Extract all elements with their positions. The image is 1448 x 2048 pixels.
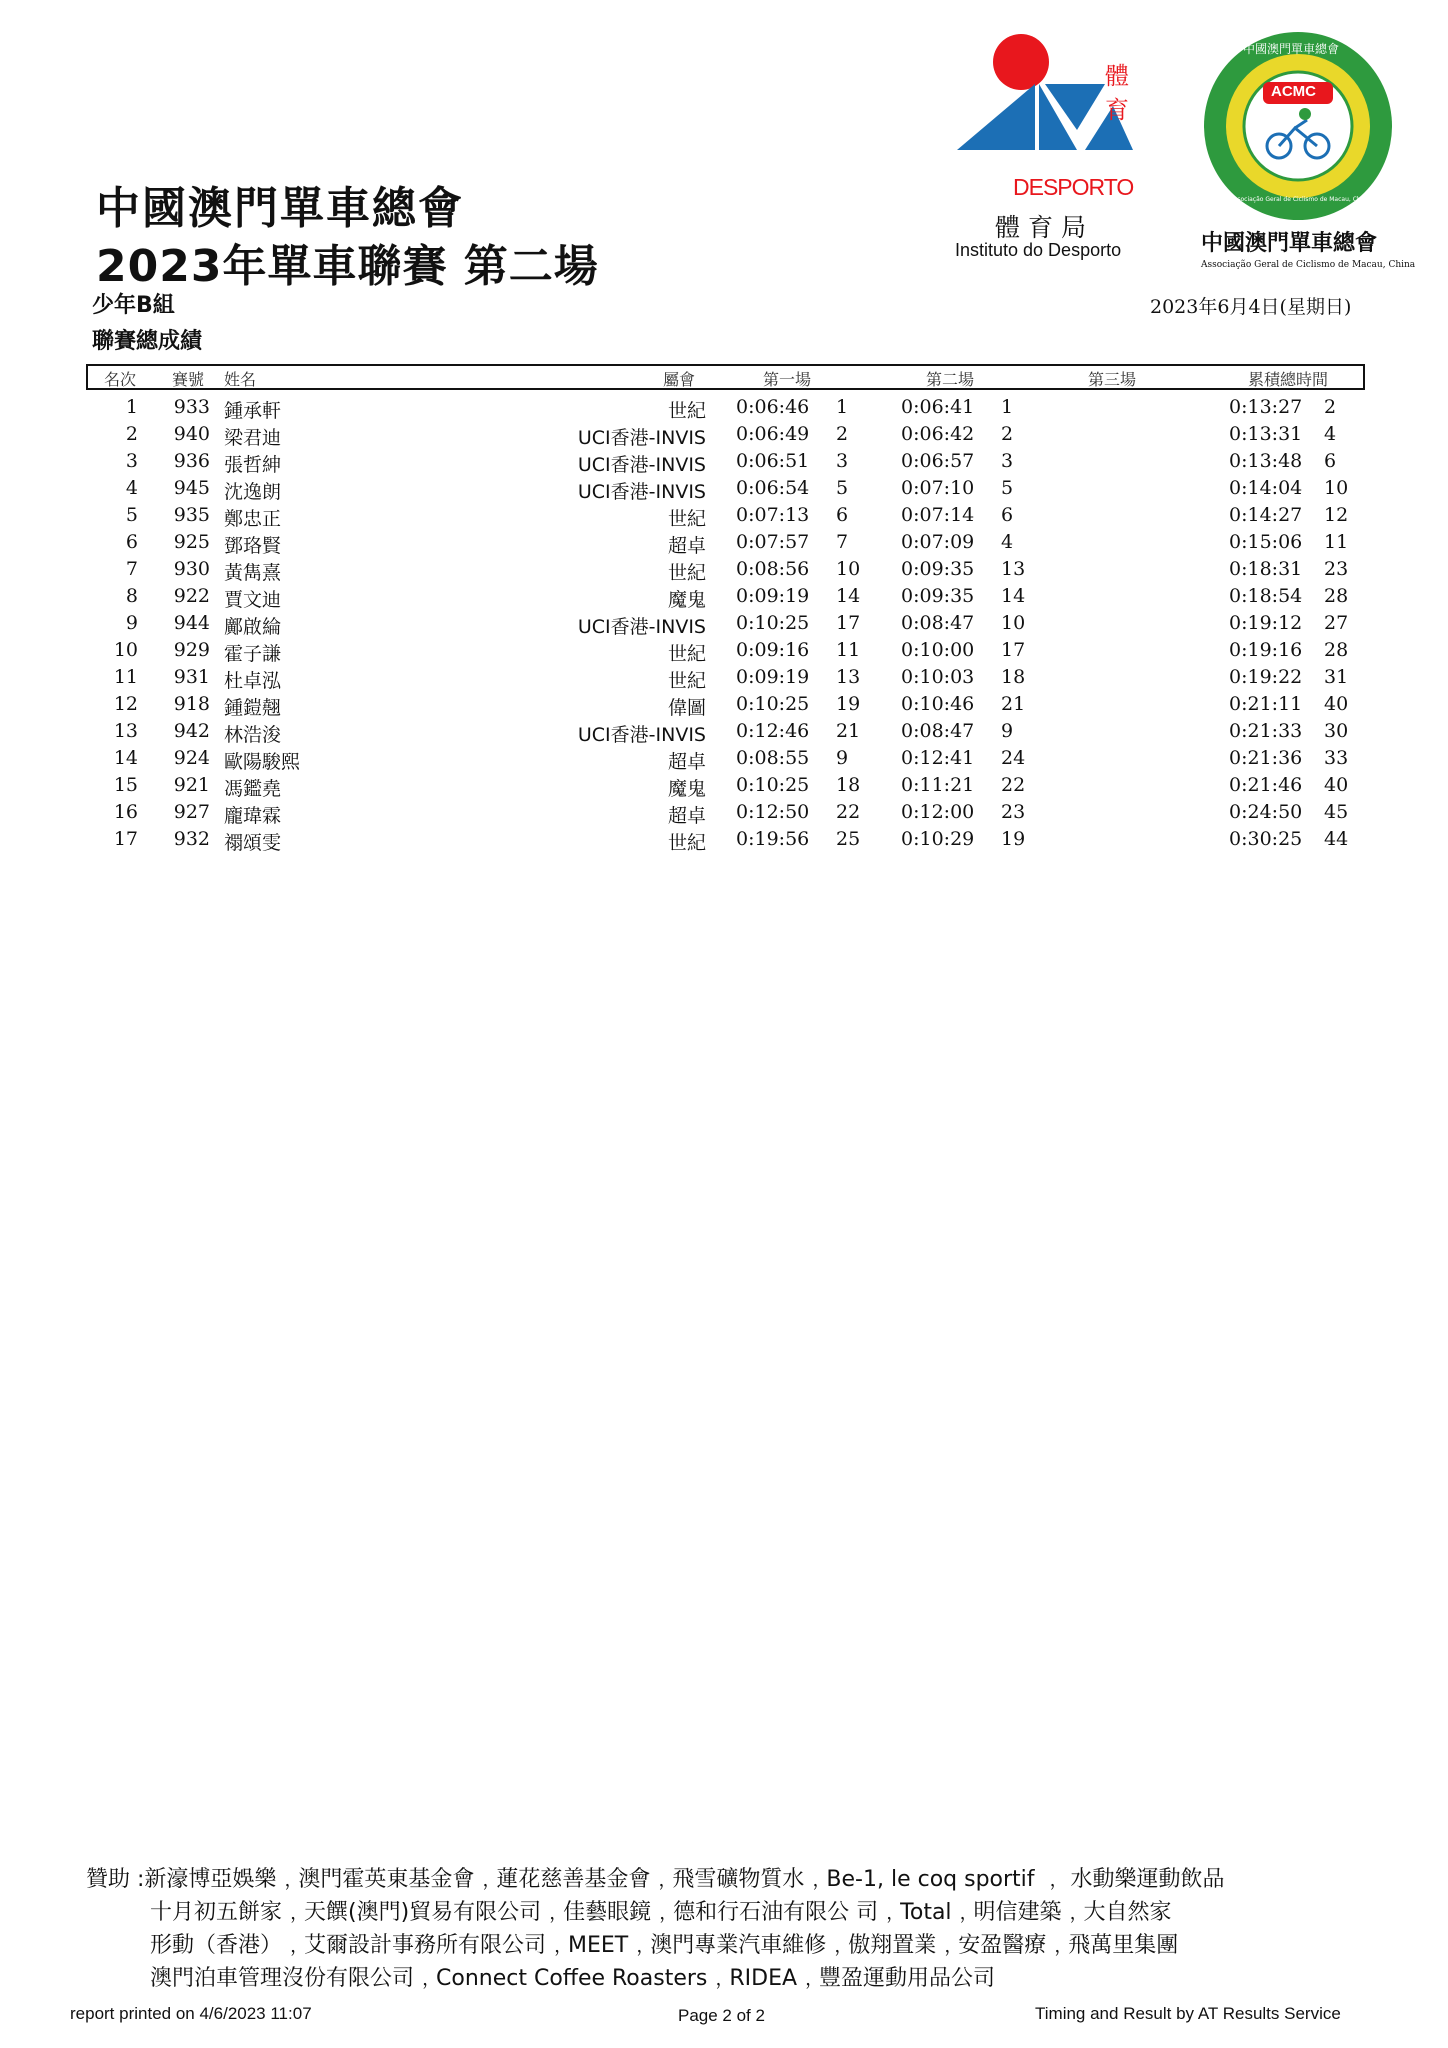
cell-race2-pos: 5 xyxy=(1001,477,1014,499)
cell-total-time: 0:21:36 xyxy=(1229,747,1303,769)
cell-race2-time: 0:09:35 xyxy=(901,585,975,607)
desporto-vertical-1: 體 xyxy=(1105,62,1129,90)
cell-race1-time: 0:12:50 xyxy=(736,801,810,823)
cell-race2-pos: 3 xyxy=(1001,450,1014,472)
table-row xyxy=(86,612,1361,639)
cell-race2-time: 0:10:29 xyxy=(901,828,975,850)
desporto-vertical-2: 育 xyxy=(1105,96,1129,124)
cell-bib: 936 xyxy=(173,450,210,472)
cell-club: 超卓 xyxy=(667,751,706,773)
desporto-cn-name: 體育局 xyxy=(995,213,1095,242)
cell-bib: 945 xyxy=(173,477,210,499)
cell-bib: 942 xyxy=(173,720,210,742)
cell-race1-pos: 7 xyxy=(836,531,849,553)
cell-race2-time: 0:07:09 xyxy=(901,531,975,553)
cell-bib: 925 xyxy=(173,531,210,553)
cell-bib: 940 xyxy=(173,423,210,445)
cell-rank: 7 xyxy=(125,558,138,580)
cell-race1-time: 0:09:19 xyxy=(736,666,810,688)
cell-club: 世紀 xyxy=(667,832,706,854)
cell-rank: 2 xyxy=(125,423,138,445)
cell-race1-time: 0:06:46 xyxy=(736,396,810,418)
cell-rank: 1 xyxy=(125,396,138,418)
cell-rank: 10 xyxy=(113,639,138,661)
table-row xyxy=(86,504,1361,531)
cell-bib: 944 xyxy=(173,612,210,634)
cell-race1-pos: 25 xyxy=(836,828,861,850)
cell-race1-time: 0:09:19 xyxy=(736,585,810,607)
col-total: 累積總時間 xyxy=(1248,370,1329,389)
cell-club: 超卓 xyxy=(667,535,706,557)
cell-race2-time: 0:12:41 xyxy=(901,747,975,769)
cell-name: 鄺啟綸 xyxy=(224,616,282,638)
cell-race1-time: 0:06:51 xyxy=(736,450,810,472)
page-number: Page 2 of 2 xyxy=(678,2006,765,2025)
sponsor-line-3: 形動（香港）﹐艾爾設計事務所有限公司﹐MEET﹐澳門專業汽車維修﹐傲翔置業﹐安盈醫療﹐飛萬里集團 xyxy=(150,1933,1179,1958)
cell-total-points: 23 xyxy=(1324,558,1349,580)
desporto-pt-name: Instituto do Desporto xyxy=(955,240,1122,260)
cell-race1-time: 0:10:25 xyxy=(736,693,810,715)
cell-name: 鍾鎧翹 xyxy=(224,697,282,719)
table-row xyxy=(86,423,1361,450)
cell-race2-time: 0:06:57 xyxy=(901,450,975,472)
table-row xyxy=(86,450,1361,477)
cell-race1-time: 0:08:56 xyxy=(736,558,810,580)
cell-race2-pos: 9 xyxy=(1001,720,1014,742)
desporto-brand: DESPORTO xyxy=(1013,174,1134,200)
cell-total-time: 0:18:31 xyxy=(1229,558,1303,580)
cell-total-points: 6 xyxy=(1324,450,1337,472)
cell-total-points: 44 xyxy=(1324,828,1349,850)
event-date: 2023年6月4日(星期日) xyxy=(1150,296,1352,318)
cell-bib: 932 xyxy=(173,828,210,850)
cell-race1-time: 0:10:25 xyxy=(736,774,810,796)
cell-bib: 927 xyxy=(173,801,210,823)
cell-total-points: 4 xyxy=(1324,423,1337,445)
cell-bib: 933 xyxy=(173,396,210,418)
cell-race2-pos: 10 xyxy=(1001,612,1026,634)
acmc-ring-text-top: 中國澳門單車總會 xyxy=(1243,42,1340,56)
category-label: 少年B組 xyxy=(92,293,175,318)
cell-race2-pos: 14 xyxy=(1001,585,1026,607)
cell-race1-pos: 10 xyxy=(836,558,861,580)
cell-race1-time: 0:10:25 xyxy=(736,612,810,634)
cell-total-points: 28 xyxy=(1324,585,1349,607)
cell-race1-pos: 18 xyxy=(836,774,861,796)
table-row xyxy=(86,639,1361,666)
cell-name: 馮鑑堯 xyxy=(224,778,282,800)
cell-total-points: 45 xyxy=(1324,801,1349,823)
col-race2: 第二場 xyxy=(926,370,975,389)
table-row xyxy=(86,666,1361,693)
cell-race2-pos: 18 xyxy=(1001,666,1026,688)
cell-bib: 922 xyxy=(173,585,210,607)
cell-bib: 929 xyxy=(173,639,210,661)
cell-race2-time: 0:10:03 xyxy=(901,666,975,688)
cell-race2-time: 0:07:14 xyxy=(901,504,975,526)
cell-bib: 918 xyxy=(173,693,210,715)
cell-name: 梁君迪 xyxy=(224,427,282,449)
cell-race2-time: 0:10:46 xyxy=(901,693,975,715)
cell-club: 魔鬼 xyxy=(667,589,706,611)
cell-name: 張哲紳 xyxy=(224,454,282,476)
cell-race1-pos: 2 xyxy=(836,423,849,445)
cell-race1-time: 0:19:56 xyxy=(736,828,810,850)
cell-total-points: 10 xyxy=(1324,477,1349,499)
table-row xyxy=(86,477,1361,504)
cell-race1-pos: 3 xyxy=(836,450,849,472)
col-race3: 第三場 xyxy=(1088,370,1137,389)
cell-rank: 5 xyxy=(125,504,138,526)
cell-total-time: 0:19:22 xyxy=(1229,666,1303,688)
cell-race2-time: 0:08:47 xyxy=(901,612,975,634)
cell-race2-pos: 2 xyxy=(1001,423,1014,445)
cell-race1-pos: 22 xyxy=(836,801,861,823)
cell-total-time: 0:13:48 xyxy=(1229,450,1303,472)
cell-club: UCI香港-INVIS xyxy=(577,427,706,449)
col-club: 屬會 xyxy=(663,370,696,389)
report-printed: report printed on 4/6/2023 11:07 xyxy=(70,2004,312,2023)
table-row xyxy=(86,774,1361,801)
cell-race2-pos: 1 xyxy=(1001,396,1014,418)
cell-bib: 935 xyxy=(173,504,210,526)
cell-race1-pos: 21 xyxy=(836,720,861,742)
cell-total-time: 0:18:54 xyxy=(1229,585,1303,607)
cell-club: 超卓 xyxy=(667,805,706,827)
cell-bib: 931 xyxy=(173,666,210,688)
cell-total-time: 0:24:50 xyxy=(1229,801,1303,823)
cell-race1-pos: 17 xyxy=(836,612,861,634)
cell-race2-time: 0:11:21 xyxy=(901,774,975,796)
cell-club: 世紀 xyxy=(667,670,706,692)
cell-name: 龐瑋霖 xyxy=(224,805,282,827)
cell-rank: 3 xyxy=(125,450,138,472)
page-title: 中國澳門單車總會 xyxy=(96,183,464,234)
cell-race2-time: 0:10:00 xyxy=(901,639,975,661)
cell-name: 鄧珞賢 xyxy=(224,535,282,557)
event-title: 2023年單車聯賽 第二場 xyxy=(96,241,599,292)
table-row xyxy=(86,558,1361,585)
cell-race2-pos: 17 xyxy=(1001,639,1026,661)
cell-name: 鍾承軒 xyxy=(224,400,282,422)
cell-name: 禤頌雯 xyxy=(224,832,282,854)
cell-total-time: 0:19:16 xyxy=(1229,639,1303,661)
cell-race2-pos: 4 xyxy=(1001,531,1014,553)
cell-club: 世紀 xyxy=(667,508,706,530)
cell-total-time: 0:21:11 xyxy=(1229,693,1303,715)
table-row xyxy=(86,747,1361,774)
cell-club: UCI香港-INVIS xyxy=(577,481,706,503)
cell-race1-time: 0:12:46 xyxy=(736,720,810,742)
cell-race1-time: 0:08:55 xyxy=(736,747,810,769)
cell-total-points: 30 xyxy=(1324,720,1349,742)
cell-total-points: 2 xyxy=(1324,396,1337,418)
cell-total-time: 0:15:06 xyxy=(1229,531,1303,553)
cell-bib: 930 xyxy=(173,558,210,580)
cell-rank: 14 xyxy=(113,747,138,769)
cell-bib: 921 xyxy=(173,774,210,796)
cell-total-time: 0:21:46 xyxy=(1229,774,1303,796)
cell-rank: 13 xyxy=(113,720,138,742)
cell-club: 世紀 xyxy=(667,400,706,422)
cell-total-points: 40 xyxy=(1324,693,1349,715)
acmc-pt-name: Associação Geral de Ciclismo de Macau, China xyxy=(1201,260,1416,270)
cell-race1-pos: 1 xyxy=(836,396,849,418)
cell-total-points: 12 xyxy=(1324,504,1349,526)
cell-total-time: 0:13:31 xyxy=(1229,423,1303,445)
col-rank: 名次 xyxy=(104,370,137,389)
cell-total-time: 0:14:04 xyxy=(1229,477,1303,499)
cell-rank: 9 xyxy=(125,612,138,634)
cell-race1-time: 0:09:16 xyxy=(736,639,810,661)
sponsor-line-1: 贊助 :新濠博亞娛樂﹐澳門霍英東基金會﹐蓮花慈善基金會﹐飛雪礦物質水﹐Be-1, le coq sportif ﹐ 水動樂運動飲品 xyxy=(86,1867,1225,1892)
cell-name: 賈文迪 xyxy=(224,589,282,611)
cell-race2-time: 0:07:10 xyxy=(901,477,975,499)
timing-credit: Timing and Result by AT Results Service xyxy=(1035,2004,1341,2023)
cell-race2-pos: 24 xyxy=(1001,747,1026,769)
col-bib: 賽號 xyxy=(172,370,205,389)
desporto-logo xyxy=(955,32,1155,272)
cell-race1-time: 0:06:49 xyxy=(736,423,810,445)
cell-race2-pos: 19 xyxy=(1001,828,1026,850)
cell-total-points: 31 xyxy=(1324,666,1349,688)
cell-total-time: 0:14:27 xyxy=(1229,504,1303,526)
cell-name: 黃雋熹 xyxy=(224,562,282,584)
acmc-cn-name: 中國澳門單車總會 xyxy=(1201,230,1378,256)
table-row xyxy=(86,828,1361,855)
cell-race1-pos: 14 xyxy=(836,585,861,607)
cell-race1-pos: 6 xyxy=(836,504,849,526)
cell-race2-pos: 22 xyxy=(1001,774,1026,796)
cell-club: UCI香港-INVIS xyxy=(577,616,706,638)
cell-race2-pos: 13 xyxy=(1001,558,1026,580)
cell-race2-time: 0:12:00 xyxy=(901,801,975,823)
cell-rank: 15 xyxy=(113,774,138,796)
results-table-header xyxy=(86,364,1365,390)
cell-name: 歐陽駿熙 xyxy=(224,751,301,773)
cell-race2-time: 0:08:47 xyxy=(901,720,975,742)
cell-club: 魔鬼 xyxy=(667,778,706,800)
table-row xyxy=(86,720,1361,747)
sponsor-line-2: 十月初五餅家﹐天饌(澳門)貿易有限公司﹐佳藝眼鏡﹐德和行石油有限公 司﹐Total﹐明信建築﹐大自然家 xyxy=(150,1900,1172,1925)
cell-name: 霍子謙 xyxy=(224,643,282,665)
cell-race1-pos: 5 xyxy=(836,477,849,499)
table-row xyxy=(86,531,1361,558)
acmc-badge: ACMC xyxy=(1271,83,1316,100)
cell-race1-time: 0:07:57 xyxy=(736,531,810,553)
table-row xyxy=(86,693,1361,720)
cell-rank: 17 xyxy=(113,828,138,850)
cell-total-time: 0:21:33 xyxy=(1229,720,1303,742)
cell-rank: 16 xyxy=(113,801,138,823)
cell-race1-time: 0:06:54 xyxy=(736,477,810,499)
cell-name: 鄭忠正 xyxy=(224,508,282,530)
cell-race1-time: 0:07:13 xyxy=(736,504,810,526)
cell-race2-time: 0:06:42 xyxy=(901,423,975,445)
cell-bib: 924 xyxy=(173,747,210,769)
results-subtitle: 聯賽總成績 xyxy=(92,329,203,354)
cell-name: 沈逸朗 xyxy=(224,481,282,503)
acmc-ring-text-bottom: Associação Geral de Ciclismo de Macau, China xyxy=(1230,196,1370,203)
cell-club: UCI香港-INVIS xyxy=(577,724,706,746)
cell-club: 世紀 xyxy=(667,562,706,584)
cell-race1-pos: 11 xyxy=(836,639,861,661)
cell-total-points: 27 xyxy=(1324,612,1349,634)
cell-total-points: 11 xyxy=(1324,531,1349,553)
col-name: 姓名 xyxy=(224,370,257,389)
cell-race1-pos: 9 xyxy=(836,747,849,769)
cell-race2-pos: 23 xyxy=(1001,801,1026,823)
cell-race2-time: 0:06:41 xyxy=(901,396,975,418)
cell-race2-pos: 6 xyxy=(1001,504,1014,526)
cell-rank: 12 xyxy=(113,693,138,715)
acmc-emblem-icon xyxy=(1195,30,1405,220)
acmc-logo xyxy=(1195,30,1416,280)
cell-race2-time: 0:09:35 xyxy=(901,558,975,580)
cell-race1-pos: 13 xyxy=(836,666,861,688)
cell-rank: 6 xyxy=(125,531,138,553)
cell-total-time: 0:30:25 xyxy=(1229,828,1303,850)
cell-total-points: 40 xyxy=(1324,774,1349,796)
cell-rank: 4 xyxy=(125,477,138,499)
cell-rank: 8 xyxy=(125,585,138,607)
col-race1: 第一場 xyxy=(763,370,812,389)
cell-club: UCI香港-INVIS xyxy=(577,454,706,476)
cell-race1-pos: 19 xyxy=(836,693,861,715)
cell-total-time: 0:13:27 xyxy=(1229,396,1303,418)
table-row xyxy=(86,396,1361,423)
table-row xyxy=(86,585,1361,612)
cell-total-time: 0:19:12 xyxy=(1229,612,1303,634)
cell-name: 林浩浚 xyxy=(224,724,282,746)
table-row xyxy=(86,801,1361,828)
cell-total-points: 33 xyxy=(1324,747,1349,769)
cell-club: 世紀 xyxy=(667,643,706,665)
cell-total-points: 28 xyxy=(1324,639,1349,661)
cell-race2-pos: 21 xyxy=(1001,693,1026,715)
cell-rank: 11 xyxy=(113,666,138,688)
sponsor-line-4: 澳門泊車管理沒份有限公司﹐Connect Coffee Roasters﹐RIDEA﹐豐盈運動用品公司 xyxy=(150,1966,996,1991)
cell-name: 杜卓泓 xyxy=(224,670,282,692)
cell-club: 偉圖 xyxy=(667,697,706,719)
